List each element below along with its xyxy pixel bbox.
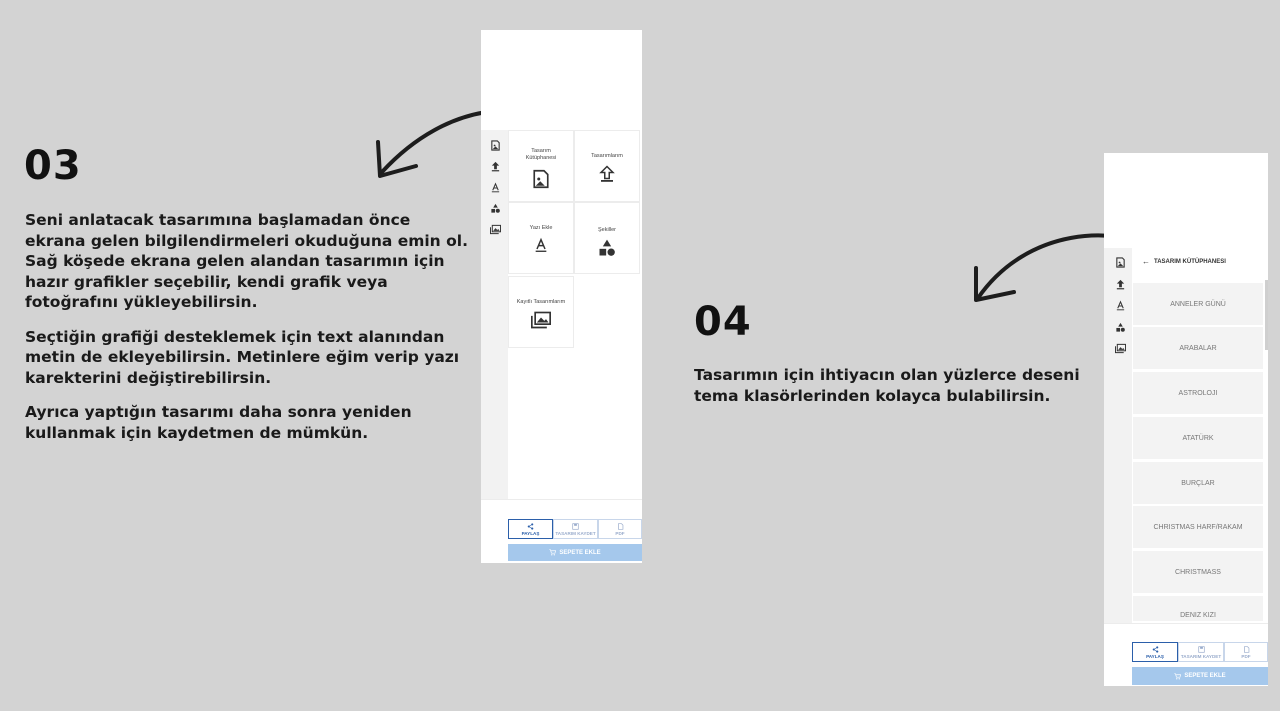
library-category-item[interactable]: DENIZ KIZI — [1133, 596, 1263, 623]
cart-icon — [1174, 673, 1181, 680]
save-design-button[interactable] — [1178, 642, 1224, 662]
shapes-icon — [597, 238, 617, 258]
upload-icon[interactable] — [1113, 277, 1127, 291]
step-03-paragraph-3: Ayrıca yaptığın tasarımı daha sonra yeniden kullanmak için kaydetmen de mümkün. — [25, 403, 412, 442]
text-icon — [533, 236, 549, 254]
add-to-cart-label: SEPETE EKLE — [559, 549, 601, 556]
step-03-description — [25, 210, 475, 457]
step-04-paragraph: Tasarımın için ihtiyacın olan yüzlerce deseni tema klasörlerinden kolayca bulabilirsin. — [694, 366, 1080, 405]
gallery-icon[interactable] — [1113, 341, 1127, 355]
save-button-label: TASARIM KAYDET — [555, 530, 596, 536]
tile-label: Tasarım Kütüphanesi — [525, 148, 557, 161]
text-icon[interactable] — [488, 180, 502, 194]
shapes-icon[interactable] — [1113, 320, 1127, 334]
image-icon[interactable] — [1113, 255, 1127, 269]
pdf-button[interactable] — [598, 519, 642, 539]
divider — [1104, 623, 1268, 624]
step-03-paragraph-1: Seni anlatacak tasarımına başlamadan önce ekrana gelen bilgilendirmeleri okuduğuna emin ol. Sağ köşede ekrana gelen alandan tasarımın için hazır grafikler seçebilir, kendi grafik veya fotoğrafını yükleyebilirsin. — [25, 211, 468, 311]
add-to-cart-button[interactable] — [1132, 667, 1268, 685]
design-library-screenshot — [1104, 153, 1268, 686]
share-icon — [527, 523, 534, 530]
image-icon — [532, 169, 550, 189]
pdf-button[interactable] — [1224, 642, 1268, 662]
library-category-item[interactable]: ASTROLOJI — [1133, 372, 1263, 416]
library-header[interactable] — [1142, 257, 1226, 266]
library-category-item[interactable]: ATATÜRK — [1133, 417, 1263, 461]
scrollbar[interactable] — [1265, 280, 1268, 350]
upload-icon[interactable] — [488, 159, 502, 173]
save-design-button[interactable] — [553, 519, 598, 539]
save-button-label: TASARIM KAYDET — [1180, 653, 1222, 659]
tile-design-library[interactable] — [508, 130, 574, 202]
library-title: TASARIM KÜTÜPHANESI — [1154, 258, 1226, 265]
tile-label: Yazı Ekle — [529, 225, 553, 231]
pdf-icon — [617, 523, 624, 530]
step-number-04: 04 — [694, 299, 752, 345]
add-to-cart-label: SEPETE EKLE — [1184, 673, 1226, 679]
share-icon — [1152, 646, 1159, 653]
library-category-item[interactable]: CHRISTMAS HARF/RAKAM — [1133, 506, 1263, 550]
action-button-row — [508, 519, 642, 539]
tile-shapes[interactable] — [574, 202, 640, 274]
library-category-item[interactable]: BURÇLAR — [1133, 462, 1263, 506]
library-category-item[interactable]: ANNELER GÜNÜ — [1133, 283, 1263, 327]
divider — [481, 499, 642, 500]
tile-label: Tasarımlarım — [591, 153, 623, 159]
share-button-label: PAYLAŞ — [1146, 653, 1164, 659]
share-button[interactable] — [508, 519, 553, 539]
share-button[interactable] — [1132, 642, 1178, 662]
tile-saved-designs[interactable] — [508, 276, 574, 348]
library-category-item[interactable]: ARABALAR — [1133, 327, 1263, 371]
tile-my-designs[interactable] — [574, 130, 640, 202]
library-category-item[interactable]: CHRISTMASS — [1133, 551, 1263, 595]
gallery-icon — [529, 310, 553, 330]
gallery-icon[interactable] — [488, 222, 502, 236]
share-button-label: PAYLAŞ — [521, 530, 540, 536]
tile-add-text[interactable] — [508, 202, 574, 274]
step-number-03: 03 — [24, 143, 82, 189]
pdf-button-label: PDF — [615, 530, 625, 536]
add-to-cart-button[interactable] — [508, 544, 642, 561]
upload-icon — [598, 165, 616, 183]
back-arrow-icon[interactable]: ← — [1142, 257, 1150, 266]
tile-label: Kayıtlı Tasarımlarım — [516, 299, 566, 305]
cart-icon — [549, 549, 556, 556]
pdf-button-label: PDF — [1241, 653, 1251, 659]
design-panel-screenshot — [481, 30, 642, 563]
step-04-description — [694, 365, 1089, 420]
pdf-icon — [1243, 646, 1250, 653]
action-button-row — [1132, 642, 1268, 662]
step-03-paragraph-2: Seçtiğin grafiği desteklemek için text alanından metin de ekleyebilirsin. Metinlere eğim verip yazı karekterini değiştirebilirsin. — [25, 327, 460, 387]
save-icon — [1198, 646, 1205, 653]
image-icon[interactable] — [488, 138, 502, 152]
shapes-icon[interactable] — [488, 201, 502, 215]
tile-label: Şekiller — [597, 227, 617, 233]
text-icon[interactable] — [1113, 298, 1127, 312]
save-icon — [572, 523, 579, 530]
